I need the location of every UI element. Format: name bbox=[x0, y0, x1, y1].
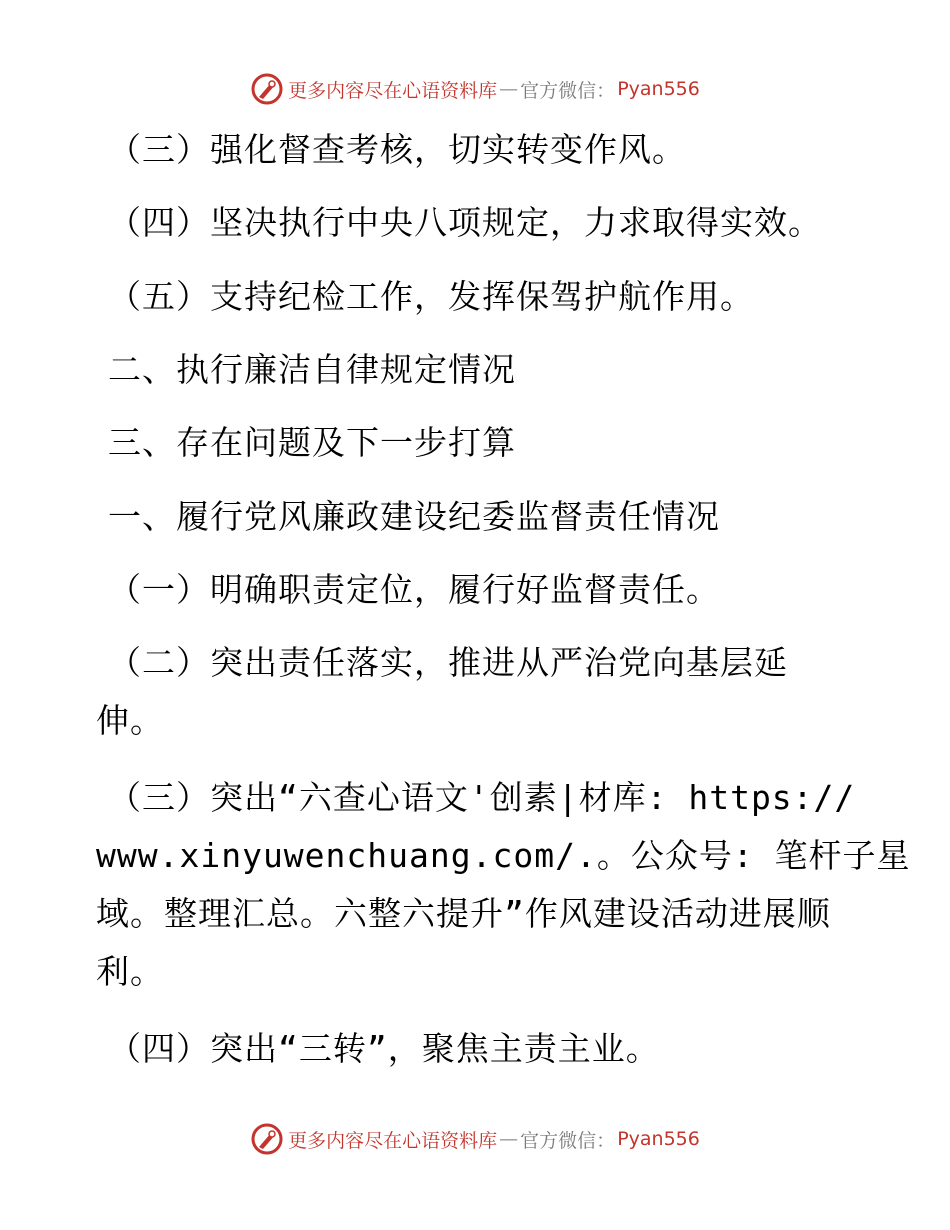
section-heading: 一、履行党风廉政建设纪委监督责任情况 bbox=[108, 497, 720, 536]
section-heading: 二、执行廉洁自律规定情况 bbox=[108, 350, 516, 389]
pen-nib-logo-icon bbox=[250, 72, 284, 106]
section-heading: 三、存在问题及下一步打算 bbox=[108, 423, 516, 462]
watermark-label: 官方微信： bbox=[520, 1129, 616, 1152]
paragraph-line: 利。 bbox=[96, 952, 164, 991]
paragraph-line: （三）突出“六查心语文'创素|材库: https:// bbox=[108, 778, 856, 817]
watermark-wechat-id: Pyan556 bbox=[617, 1128, 700, 1150]
paragraph-line: （三）强化督查考核，切实转变作风。 bbox=[108, 130, 686, 169]
watermark-wechat-id: Pyan556 bbox=[617, 78, 700, 100]
watermark-label: 官方微信： bbox=[520, 79, 616, 102]
watermark-main-text: 更多内容尽在心语资料库 bbox=[288, 1129, 498, 1152]
footer-watermark bbox=[0, 1122, 950, 1156]
paragraph-line: （四）突出“三转”，聚焦主责主业。 bbox=[108, 1029, 660, 1068]
paragraph-line: （二）突出责任落实，推进从严治党向基层延 bbox=[108, 643, 788, 682]
header-watermark bbox=[0, 72, 950, 106]
paragraph-line: （五）支持纪检工作，发挥保驾护航作用。 bbox=[108, 277, 754, 316]
paragraph-line: （四）坚决执行中央八项规定，力求取得实效。 bbox=[108, 203, 822, 242]
watermark-separator: — bbox=[499, 1128, 519, 1150]
paragraph-line: （一）明确职责定位，履行好监督责任。 bbox=[108, 570, 720, 609]
watermark-separator: — bbox=[499, 78, 519, 100]
paragraph-line: 域。整理汇总。六整六提升”作风建设活动进展顺 bbox=[96, 894, 831, 933]
watermark-main-text: 更多内容尽在心语资料库 bbox=[288, 79, 498, 102]
paragraph-line: 伸。 bbox=[96, 701, 164, 740]
pen-nib-logo-icon bbox=[250, 1122, 284, 1156]
paragraph-line: www.xinyuwenchuang.com/.。公众号: 笔杆子星 bbox=[96, 836, 911, 875]
